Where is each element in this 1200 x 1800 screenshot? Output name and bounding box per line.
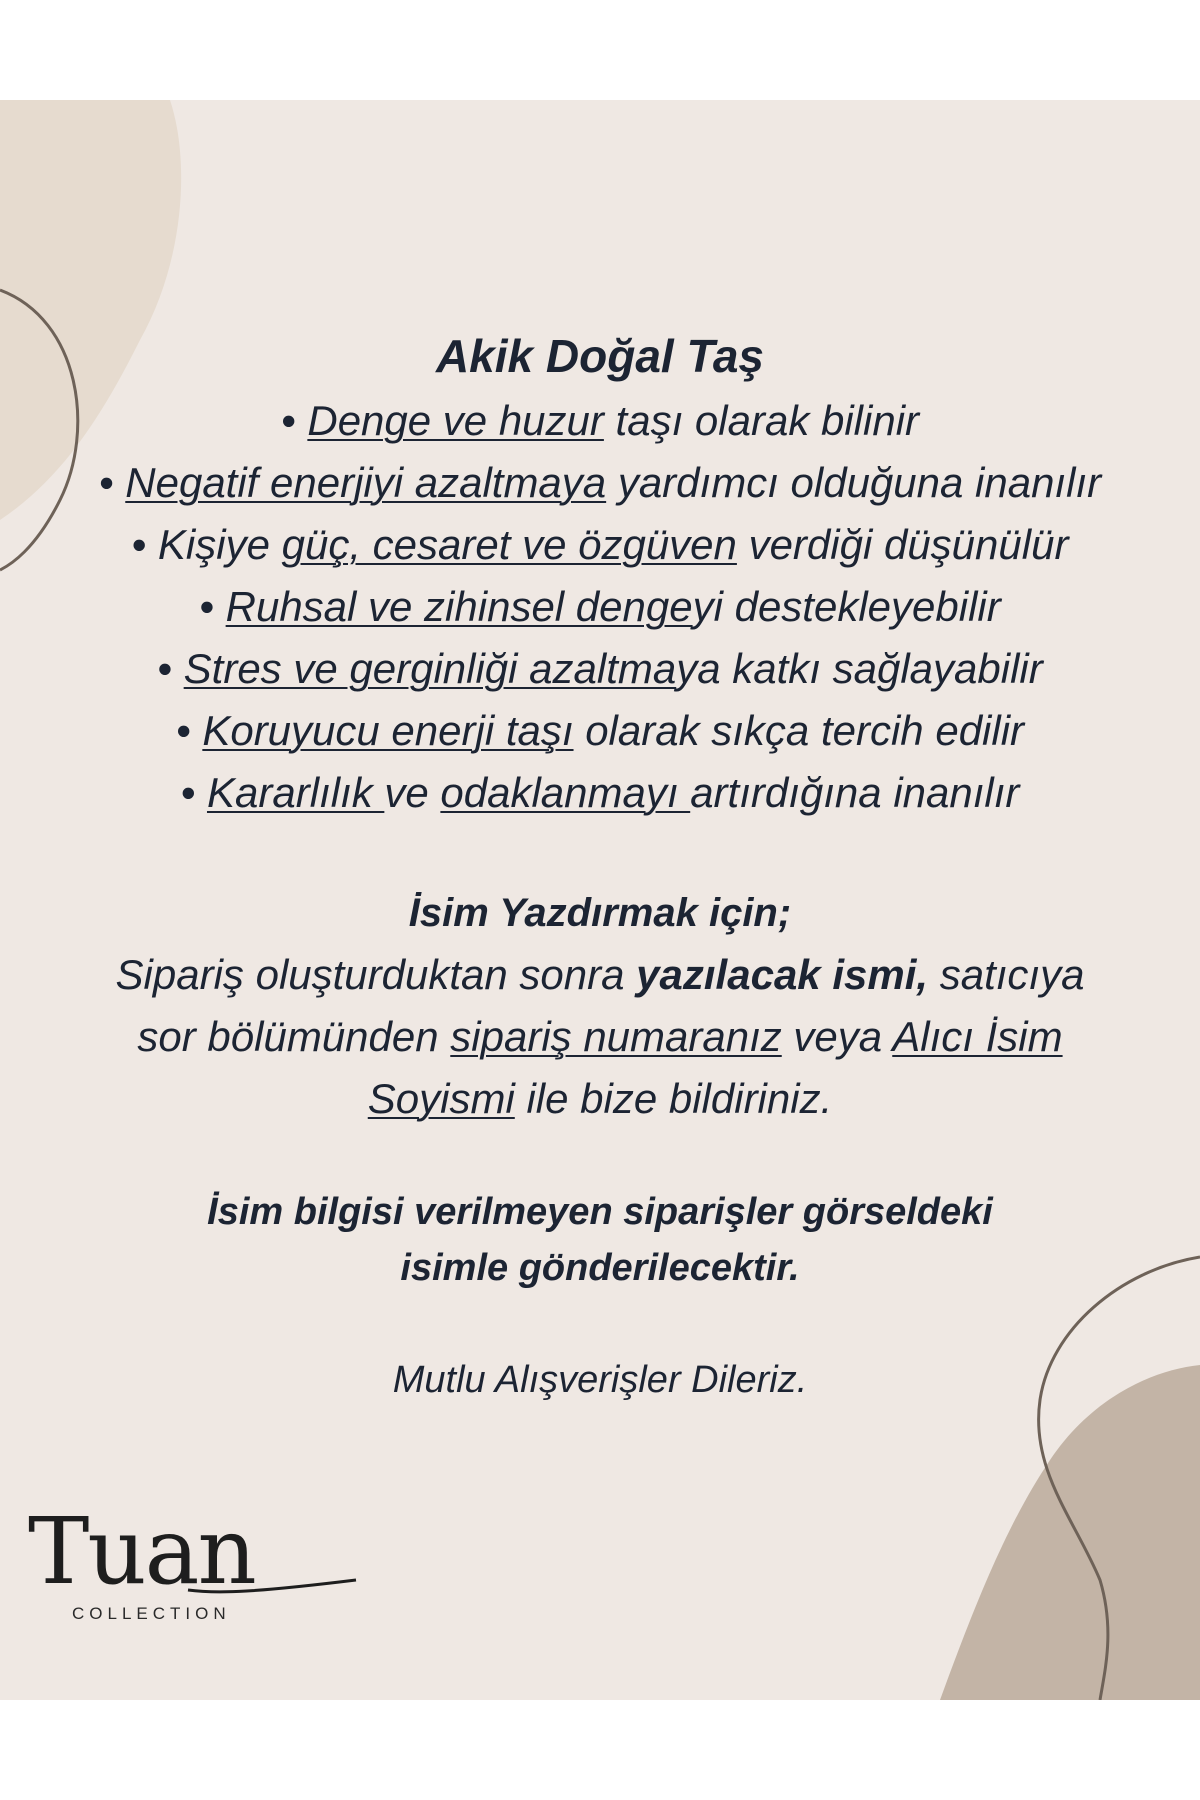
product-info-card	[0, 100, 1200, 1700]
warning-line-1: İsim bilgisi verilmeyen siparişler görseldeki	[207, 1191, 993, 1233]
benefit-item	[0, 700, 1200, 762]
text-content	[0, 322, 1200, 1408]
benefit-text: ya katkı sağlayabilir	[676, 645, 1043, 692]
instructions-underlined: Soyismi	[367, 1075, 515, 1122]
instructions-underlined: sipariş numaranız	[450, 1013, 782, 1060]
instructions-text: Sipariş oluşturduktan sonra	[115, 951, 637, 998]
benefit-underlined-text: Koruyucu enerji taşı	[202, 707, 574, 754]
logo-subtitle: COLLECTION	[72, 1604, 231, 1623]
benefit-text: yi destekleyebilir	[692, 583, 1001, 630]
benefit-text: olarak sıkça tercih edilir	[573, 707, 1025, 754]
instructions-underlined: Alıcı İsim	[892, 1013, 1063, 1060]
benefit-underlined-text: Denge ve huzur	[307, 397, 604, 444]
bullet-marker: •	[175, 707, 203, 754]
bullet-marker: •	[280, 397, 308, 444]
benefit-item	[0, 576, 1200, 638]
benefit-item	[0, 638, 1200, 700]
bottom-right-blob	[940, 1365, 1200, 1700]
benefit-text: artırdığına inanılır	[690, 769, 1020, 816]
benefit-item	[0, 762, 1200, 824]
bullet-marker: •	[157, 645, 184, 692]
benefit-item	[0, 390, 1200, 452]
warning-line-2: isimle gönderilecektir.	[400, 1247, 800, 1289]
brand-logo	[28, 1498, 348, 1623]
benefit-item	[0, 514, 1200, 576]
page-title: Akik Doğal Taş	[435, 330, 765, 382]
closing-message: Mutlu Alışverişler Dileriz.	[392, 1359, 808, 1401]
bullet-marker: •	[98, 459, 126, 506]
logo-wordmark: Tuan	[28, 1498, 255, 1605]
bullet-marker: •	[180, 769, 207, 816]
benefit-underlined-text: Negatif enerjiyi azaltmaya	[125, 459, 607, 506]
benefit-text: Kişiye	[157, 521, 282, 568]
instructions-text: sor bölümünden	[137, 1013, 451, 1060]
benefits-list	[0, 390, 1200, 824]
bullet-marker: •	[131, 521, 158, 568]
benefit-underlined-text: Kararlılık	[206, 769, 385, 816]
instructions-text: ile bize bildiriniz.	[514, 1075, 833, 1122]
benefit-underlined-text: odaklanmayı	[440, 769, 691, 816]
benefit-underlined-text: Ruhsal ve zihinsel denge	[225, 583, 693, 630]
name-section-title: İsim Yazdırmak için;	[408, 891, 792, 935]
benefit-item	[0, 452, 1200, 514]
benefit-text: verdiği düşünülür	[736, 521, 1069, 568]
benefit-text: yardımcı olduğuna inanılır	[606, 459, 1102, 506]
benefit-text: taşı olarak bilinir	[603, 397, 920, 444]
name-instructions	[70, 944, 1130, 1130]
instructions-text: satıcıya	[928, 951, 1085, 998]
benefit-underlined-text: Stres ve gerginliği azaltma	[183, 645, 677, 692]
instructions-text: veya	[781, 1013, 893, 1060]
logo-swash	[178, 1532, 358, 1602]
benefit-underlined-text: güç, cesaret ve özgüven	[281, 521, 737, 568]
instructions-bold: yazılacak ismi,	[636, 951, 929, 998]
benefit-text: ve	[384, 769, 441, 816]
bullet-marker: •	[199, 583, 226, 630]
warning-note	[0, 1184, 1200, 1296]
